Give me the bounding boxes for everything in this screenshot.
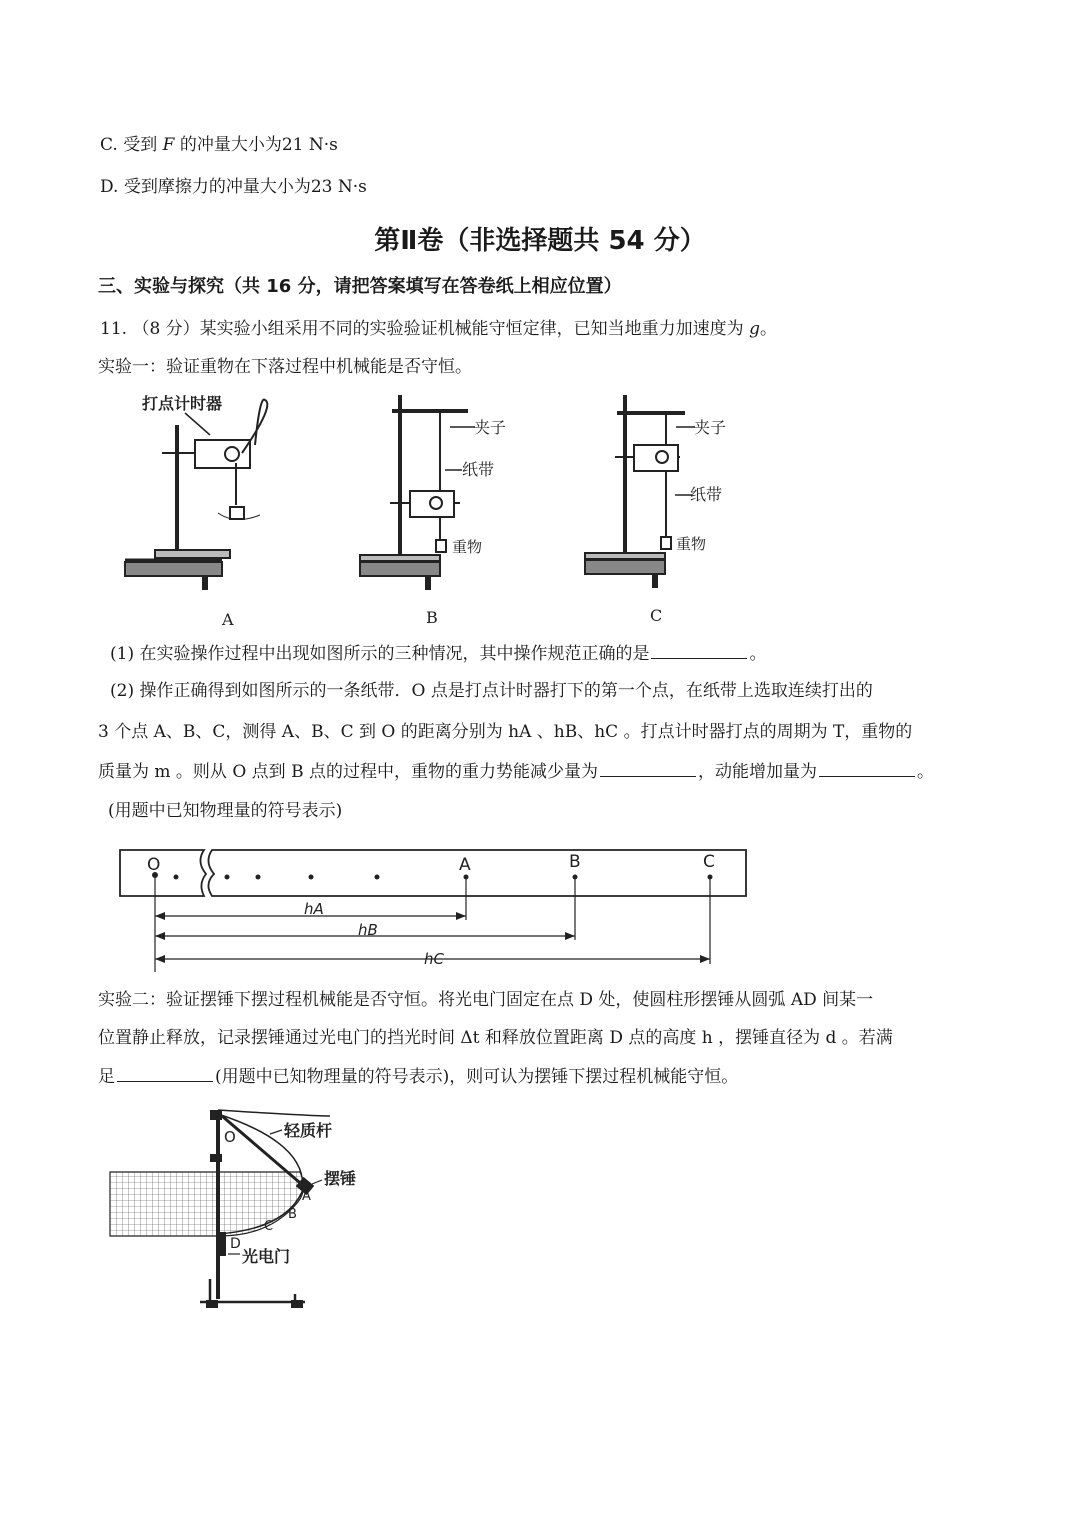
label-a: A [222,610,234,629]
tape-point-c: C [703,852,715,872]
dim-hb: hB [358,921,378,939]
option-c-var: F [162,135,175,155]
tape-label-b: 纸带 [462,460,495,479]
experiment-1-title: 实验一：验证重物在下落过程中机械能是否守恒。 [98,357,472,377]
sub-question-2-line-2: 3 个点 A、B、C，测得 A、B、C 到 O 的距离分别为 hA 、hB、hC 。打点计时器打点的周期为 T，重物的 [98,722,913,742]
clip-label-c: 夹子 [694,418,727,437]
label-b: B [426,608,438,627]
sub-question-1-end: 。 [749,644,767,664]
gravity-symbol: g [749,319,760,339]
setup-a [125,394,267,629]
experiment-2-line-2: 位置静止释放，记录摆锤通过光电门的挡光时间 Δt 和释放位置距离 D 点的高度 h ，摆锤直径为 d 。若满 [98,1028,893,1048]
grid-board [110,1172,304,1236]
answer-blank-3[interactable] [819,762,915,777]
pendulum-point-d: D [230,1236,241,1252]
sub-question-2-line-3b: ，动能增加量为 [697,762,817,782]
rod-label: 轻质杆 [284,1121,333,1140]
label-c: C [650,606,663,625]
sub-question-1-text: (1) 在实验操作过程中出现如图所示的三种情况，其中操作规范正确的是 [110,644,650,664]
paper-tape-figure [118,842,758,972]
gate-label: 光电门 [242,1247,291,1266]
setup-c [585,395,726,625]
pendulum-point-o: O [224,1128,236,1146]
pendulum-point-b: B [288,1207,297,1222]
sub-question-2-line-3c: 。 [916,762,934,782]
option-c [100,134,338,156]
experiment-2-line-1: 实验二：验证摆锤下摆过程机械能是否守恒。将光电门固定在点 D 处，使圆柱形摆锤从圆弧 AD 间某一 [98,990,874,1010]
sub-question-2-line-3 [98,761,934,783]
answer-blank-2[interactable] [600,762,696,777]
question-end: 。 [759,319,777,339]
experiment-2-line-3 [98,1066,738,1088]
option-c-value: 21 N·s [281,135,338,155]
tape-point-a: A [459,855,471,875]
setup-b [360,395,506,627]
sub-question-1 [110,643,766,665]
timer-label: 打点计时器 [142,394,223,413]
experiment-2-line-3a: 足 [98,1067,115,1087]
option-c-text-a: 受到 [123,135,158,155]
sub-question-2-line-3a: 质量为 m 。则从 O 点到 B 点的过程中，重物的重力势能减少量为 [98,762,598,782]
weight-label-c: 重物 [676,535,707,553]
answer-blank-4[interactable] [117,1067,213,1082]
sub-question-2-line-4: (用题中已知物理量的符号表示) [108,801,343,821]
dim-ha: hA [304,900,324,918]
weight-label-b: 重物 [452,538,483,556]
clip-label-b: 夹子 [474,418,507,437]
bob-label: 摆锤 [324,1169,357,1188]
tape-label-c: 纸带 [690,485,723,504]
sub-question-2-line-1: (2) 操作正确得到如图所示的一条纸带．O 点是打点计时器打下的第一个点，在纸带上选取连续打出的 [110,681,873,701]
option-d [100,176,367,198]
section-title: 三、实验与探究（共 16 分，请把答案填写在答卷纸上相应位置） [98,276,622,297]
tape-point-b: B [569,852,581,872]
option-c-letter: C. [100,135,118,155]
pendulum-point-c: C [264,1219,274,1234]
question-number: 11. [100,319,128,339]
question-11 [100,318,777,340]
option-d-value: 23 N·s [310,177,367,197]
experiment-2-line-3b: (用题中已知物理量的符号表示)，则可认为摆锤下摆过程机械能守恒。 [215,1067,739,1087]
dim-hc: hC [424,950,444,968]
pendulum-figure [110,1104,400,1314]
answer-blank-1[interactable] [651,644,747,659]
part-title: 第Ⅱ卷（非选择题共 54 分） [374,226,706,256]
question-text: （8 分）某实验小组采用不同的实验验证机械能守恒定律，已知当地重力加速度为 [132,319,744,339]
tape-point-o: O [147,855,161,875]
option-d-letter: D. [100,177,119,197]
figure-apparatus [110,385,810,630]
option-c-text-b: 的冲量大小为 [179,135,282,155]
pendulum-point-a: A [302,1189,311,1204]
option-d-text: 受到摩擦力的冲量大小为 [123,177,311,197]
